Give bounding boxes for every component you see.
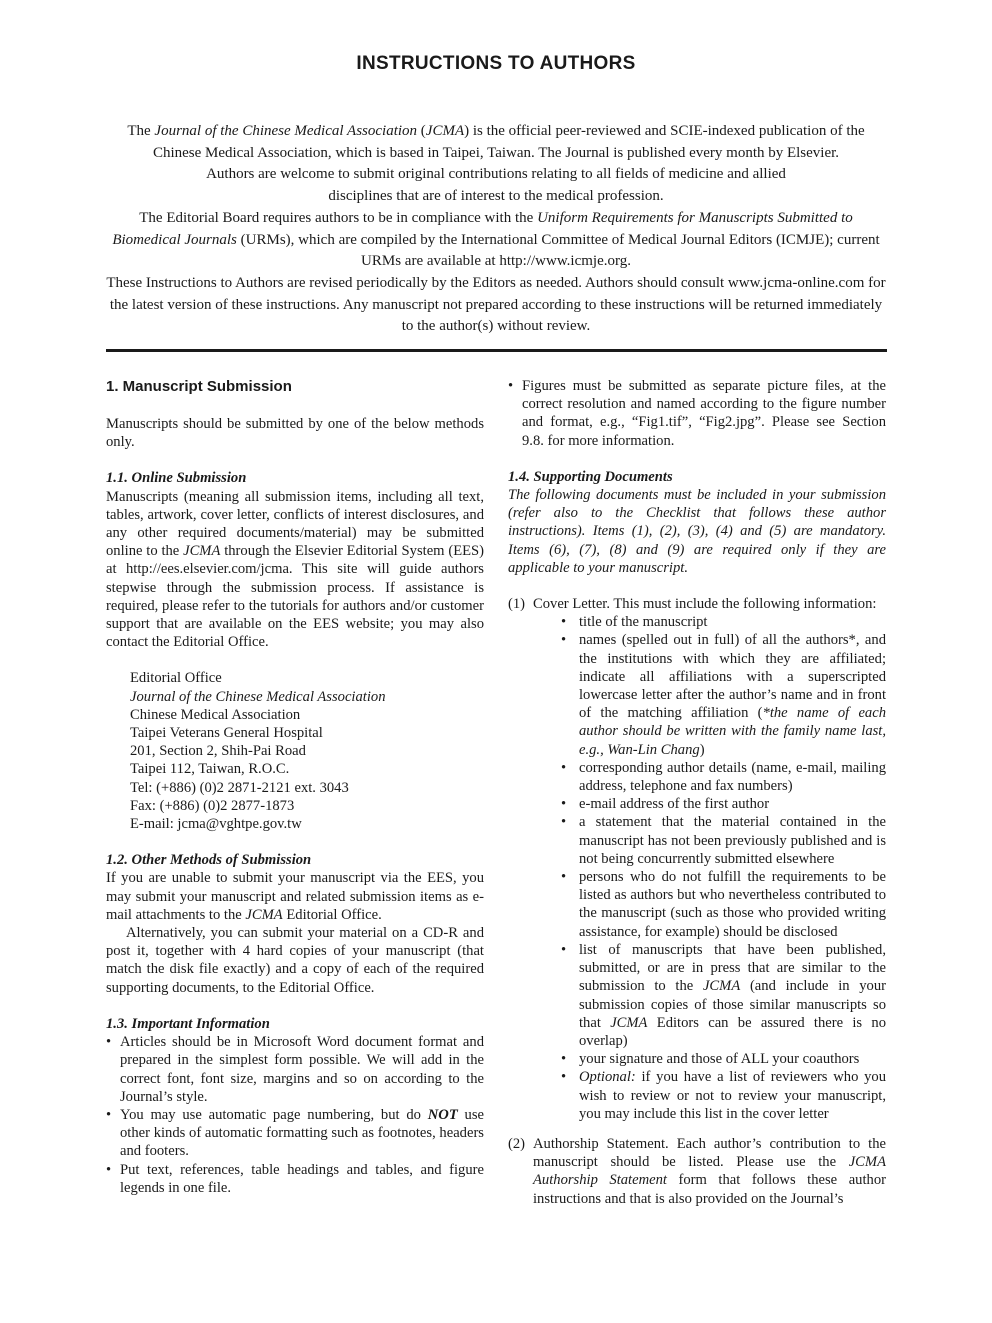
optional-label: Optional: — [579, 1069, 636, 1086]
section-heading-1-1: 1.1. Online Submission — [106, 470, 247, 487]
important-info-list-continued — [508, 377, 886, 450]
body-text: Authorship Statement. Each author’s contribution to the manuscript should be listed. Please use the — [533, 1135, 886, 1171]
journal-abbr: JCMA — [183, 543, 221, 560]
spacer — [106, 651, 484, 669]
intro-paragraph-3 — [105, 208, 887, 273]
other-methods-text-1 — [106, 869, 484, 924]
address-street: 201, Section 2, Shih-Pai Road — [130, 743, 306, 760]
section-heading-1-2: 1.2. Other Methods of Submission — [106, 852, 312, 869]
list-item — [508, 595, 886, 1123]
other-methods-text-2: Alternatively, you can submit your material on a CD-R and post it, together with 4 hard copies of your manuscript (that match the disk file exactly) and a copy of each of the required supporting documents, to the Editorial Office. — [106, 925, 484, 996]
sub-list-item: • a statement that the material contained in the manuscript has not been previously published and is not being concurrently submitted elsewhere — [555, 813, 886, 868]
urm-title: Uniform Requirements for Manuscripts Submitted to Biomedical Journals — [112, 209, 853, 248]
spacer — [106, 997, 484, 1015]
intro-text: ) is the official peer-reviewed and SCIE-indexed publication of the Chinese Medical Association, which is based in Taipei, Taiwan. The Journal is published every month by Elsevier. — [152, 123, 865, 161]
cover-letter-sublist — [533, 613, 886, 1123]
sub-list-item: • corresponding author details (name, e-mail, mailing address, telephone and fax numbers) — [555, 759, 886, 795]
right-column — [508, 377, 886, 1208]
address-hospital: Taipei Veterans General Hospital — [130, 725, 323, 742]
item-number: (2) — [508, 1135, 526, 1152]
emphasis-not: NOT — [427, 1106, 458, 1123]
address-fax: Fax: (+886) (0)2 2877-1873 — [130, 797, 295, 814]
supporting-docs-intro: The following documents must be included in your submission (refer also to the Checklist that follows these author instructions). Items (1), (2), (3), (4) and (5) are mandatory. Items (6), (7), (8) and (9) are required only if they are applicable to your manuscript. — [508, 487, 886, 576]
body-text: through the Elsevier Editorial System (EES) at http://ees.elsevier.com/jcma. This site will guide authors stepwise through the submission process. If assistance is required, please refer to the tutorials for authors and/or customer support that are available on the EES website; you may also contact the Editorial Office. — [106, 543, 484, 651]
sub-list-item — [555, 1068, 886, 1123]
editorial-office-address — [130, 669, 484, 833]
spacer — [106, 833, 484, 851]
list-item: • Figures must be submitted as separate picture files, at the correct resolution and named according to the figure number and format, e.g., “Fig1.tif”, “Fig2.jpg”. Please see Section 9.8. for more information. — [508, 377, 886, 450]
body-text: names (spelled out in full) of all the authors*, and the institutions with which they are affiliated; indicate all affiliations with a superscripted lowercase letter after the author’s name and in front of the matching affiliation ( — [579, 632, 886, 722]
address-office: Editorial Office — [130, 670, 222, 687]
address-association: Chinese Medical Association — [130, 706, 301, 723]
important-info-list — [106, 1033, 484, 1197]
address-email: E-mail: jcma@vghtpe.gov.tw — [130, 816, 302, 833]
form-name: JCMA Authorship Statement — [533, 1154, 886, 1189]
sub-list-item — [555, 631, 886, 758]
intro-text: The Editorial Board requires authors to be in compliance with the — [139, 209, 538, 226]
body-text: form that follows these author instructions and that is also provided on the Journal’s — [533, 1172, 886, 1207]
spacer — [106, 451, 484, 469]
journal-name: Journal of the Chinese Medical Association — [154, 123, 418, 139]
list-item — [106, 1106, 484, 1161]
sub-list-item: • e-mail address of the first author — [555, 795, 886, 813]
italic-note: *the name of each author should be written with the family name last, e.g., Wan-Lin Chang — [579, 705, 886, 758]
body-text: (and include in your submission copies of those similar manuscripts so that — [579, 978, 887, 1031]
sub-list-item: • title of the manuscript — [555, 613, 886, 631]
supporting-documents-list — [508, 595, 886, 1208]
left-column — [106, 377, 484, 1197]
address-journal: Journal of the Chinese Medical Association — [130, 688, 386, 705]
list-item: • Put text, references, table headings and tables, and figure legends in one file. — [106, 1161, 484, 1197]
intro-block — [105, 121, 887, 338]
intro-text: ( — [417, 123, 426, 139]
journal-abbr: JCMA — [425, 123, 465, 139]
body-text: If you are unable to submit your manuscript via the EES, you may submit your manuscript and related submission items as e-mail attachments to the — [106, 870, 484, 923]
spacer — [508, 450, 886, 468]
section-heading-1-4: 1.4. Supporting Documents — [508, 468, 673, 485]
intro-text: The — [127, 123, 155, 139]
body-text: Editorial Office. — [282, 906, 382, 923]
body-text: list of manuscripts that have been published, submitted, or are in press that are similar to the submission to the — [579, 941, 886, 995]
address-tel: Tel: (+886) (0)2 2871-2121 ext. 3043 — [130, 779, 349, 796]
sub-list-item — [555, 941, 886, 1050]
page-title: INSTRUCTIONS TO AUTHORS — [356, 53, 636, 74]
body-text: if you have a list of reviewers who you wish to review or not to review your manuscript, you may include this list in the cover letter — [579, 1069, 886, 1122]
item-number: (1) — [508, 596, 526, 613]
intro-paragraph-1 — [105, 121, 887, 164]
body-text: use other kinds of automatic formatting such as footnotes, headers and footers. — [120, 1106, 484, 1160]
intro-paragraph-2a: Authors are welcome to submit original contributions relating to all fields of medicine and allied — [206, 166, 786, 183]
body-text: Manuscripts (meaning all submission items, including all text, tables, artwork, cover letter, conflicts of interest disclosures, and any other required documents/material) may be submitted online to the — [106, 488, 484, 560]
body-text: ) — [699, 741, 705, 758]
sub-list-item: • persons who do not fulfill the requirements to be listed as authors but who nevertheless contributed to the manuscript (such as those who provided writing assistance, for example) should be disclosed — [555, 868, 886, 941]
cover-letter-text: Cover Letter. This must include the following information: — [533, 596, 877, 613]
sub-list-item: • your signature and those of ALL your coauthors — [555, 1050, 886, 1068]
list-item — [508, 1135, 886, 1208]
section-heading-1: 1. Manuscript Submission — [106, 378, 292, 395]
spacer — [508, 577, 886, 595]
body-text: You may use automatic page numbering, but do — [120, 1106, 428, 1123]
journal-abbr: JCMA — [610, 1014, 648, 1031]
intro-paragraph-2b: disciplines that are of interest to the medical profession. — [328, 188, 664, 205]
intro-text: (URMs), which are compiled by the International Committee of Medical Journal Editors (ICMJE); current URMs are available at http://www.icmje.org. — [236, 231, 880, 270]
intro-paragraph-4: These Instructions to Authors are revised periodically by the Editors as needed. Authors should consult www.jcma-online.com for the latest version of these instructions. Any manuscript not prepared according to these instructions will be returned immediately to the author(s) without review. — [106, 274, 886, 335]
address-city: Taipei 112, Taiwan, R.O.C. — [130, 761, 290, 778]
section-divider — [106, 349, 887, 352]
authorship-statement-text — [533, 1135, 886, 1208]
section-1-intro: Manuscripts should be submitted by one of the below methods only. — [106, 416, 484, 451]
section-heading-1-3: 1.3. Important Information — [106, 1015, 270, 1032]
online-submission-text — [106, 488, 484, 652]
journal-abbr: JCMA — [702, 978, 741, 995]
body-text: Editors can be assured there is no overlap) — [579, 1014, 886, 1049]
journal-abbr: JCMA — [245, 906, 283, 923]
list-item: • Articles should be in Microsoft Word document format and prepared in the simplest form possible. We will add in the correct font, font size, margins and so on according to the Journal’s style. — [106, 1033, 484, 1106]
